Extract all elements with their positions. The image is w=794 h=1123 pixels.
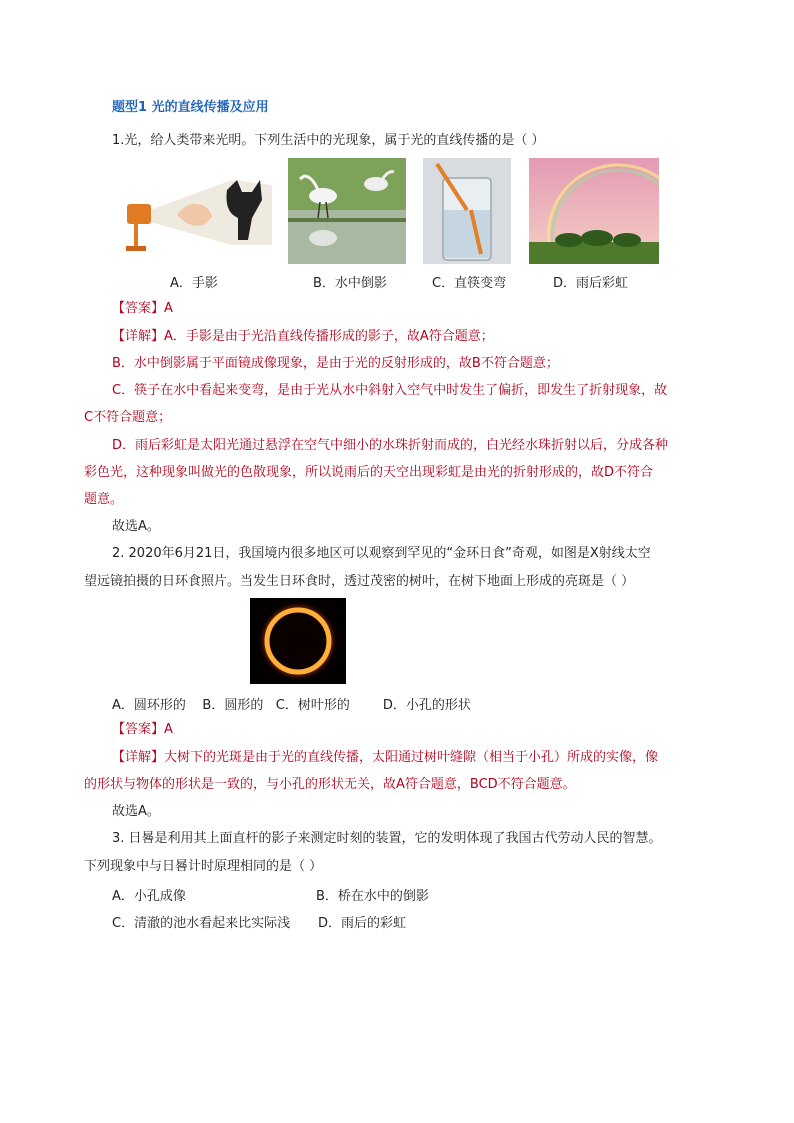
- q1-detail-line: 题意。: [84, 492, 124, 507]
- q1-choose: 故选A。: [112, 519, 160, 534]
- hand-shadow-image: [122, 160, 278, 258]
- q2-options: A．圆环形的 B．圆形的 C．树叶形的 D．小孔的形状: [112, 698, 471, 713]
- q2-detail-line: 【详解】大树下的光斑是由于光的直线传播，太阳通过树叶缝隙（相当于小孔）所成的实像，像: [112, 750, 659, 765]
- q1-option-d: D．雨后彩虹: [553, 276, 629, 291]
- question-3-stem: 下列现象中与日晷计时原理相同的是（ ）: [84, 859, 323, 874]
- q1-detail-line: B．水中倒影属于平面镜成像现象，是由于光的反射形成的，故B不符合题意；: [112, 356, 559, 371]
- q2-detail-line: 的形状与物体的形状是一致的，与小孔的形状无关，故A符合题意，BCD不符合题意。: [84, 777, 576, 792]
- q1-answer: 【答案】A: [112, 301, 173, 316]
- chopstick-glass-image: [423, 158, 511, 264]
- water-reflection-image: [288, 158, 406, 264]
- q1-option-a: A．手影: [170, 276, 218, 291]
- q2-choose: 故选A。: [112, 804, 160, 819]
- q1-detail-line: C．筷子在水中看起来变弯，是由于光从水中斜射入空气中时发生了偏折，即发生了折射现象，故: [112, 383, 668, 398]
- question-2-stem: 2. 2020年6月21日，我国境内很多地区可以观察到罕见的“金环日食”奇观，如图是X射线太空: [112, 546, 651, 561]
- q1-detail-line: C不符合题意；: [84, 410, 172, 425]
- q3-option-a: A．小孔成像: [112, 889, 186, 904]
- q1-detail-line: 彩色光，这种现象叫做光的色散现象，所以说雨后的天空出现彩虹是由光的折射形成的，故D不符合: [84, 465, 654, 480]
- question-1-stem: 1.光，给人类带来光明。下列生活中的光现象，属于光的直线传播的是（ ）: [112, 133, 545, 148]
- question-2-stem: 望远镜拍摄的日环食照片。当发生日环食时，透过茂密的树叶，在树下地面上形成的亮斑是（ ）: [84, 574, 635, 589]
- q1-option-c: C．直筷变弯: [432, 276, 507, 291]
- question-3-stem: 3. 日晷是利用其上面直杆的影子来测定时刻的装置，它的发明体现了我国古代劳动人民的智慧。: [112, 831, 662, 846]
- q1-detail-line: 【详解】A．手影是由于光沿直线传播形成的影子，故A符合题意；: [112, 329, 494, 344]
- q1-option-b: B．水中倒影: [313, 276, 387, 291]
- q3-option-b: B．桥在水中的倒影: [316, 889, 429, 904]
- annular-eclipse-image: [250, 598, 346, 684]
- q2-answer: 【答案】A: [112, 722, 173, 737]
- q3-option-c: C．清澈的池水看起来比实际浅: [112, 916, 291, 931]
- q3-option-d: D．雨后的彩虹: [318, 916, 407, 931]
- section-title: 题型1 光的直线传播及应用: [112, 100, 269, 115]
- rainbow-image: [529, 158, 659, 264]
- q1-detail-line: D．雨后彩虹是太阳光通过悬浮在空气中细小的水珠折射而成的，白光经水珠折射以后，分成各种: [112, 438, 669, 453]
